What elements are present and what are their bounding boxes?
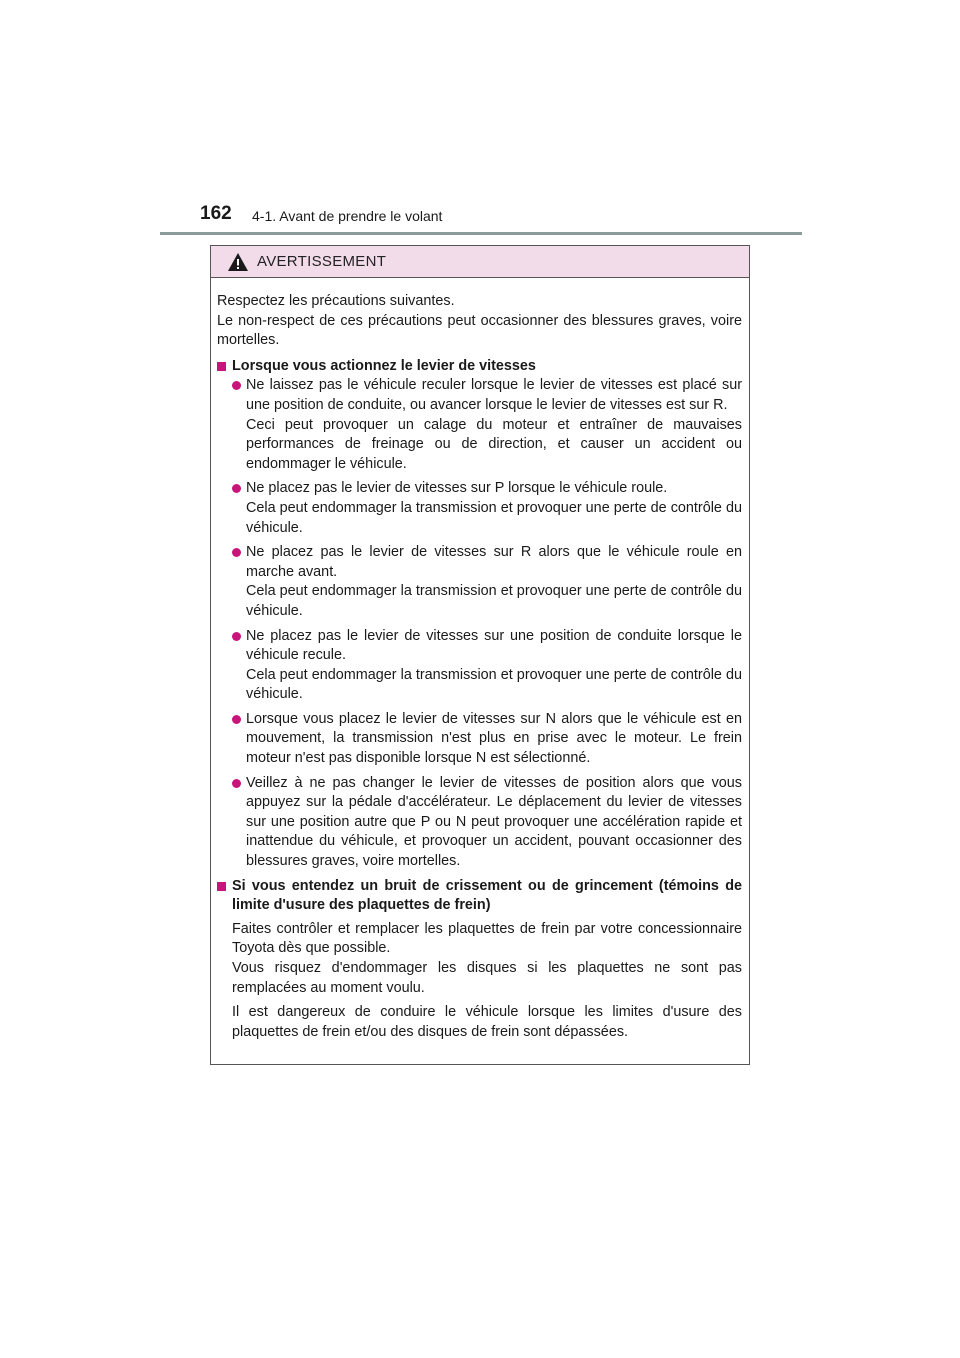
paragraph — [217, 1003, 742, 1042]
list-item-text: Lorsque vous placez le levier de vitesses sur N alors que le véhicule est en mouvement, la transmission n'est plus en prise avec le moteur. Le frein moteur n'est pas disponible lorsque N est sélectionné. — [246, 710, 742, 767]
list-item-text: Cela peut endommager la transmission et provoquer une perte de contrôle du véhicule. — [246, 499, 742, 536]
warning-header — [211, 246, 749, 278]
square-bullet-icon — [217, 882, 226, 891]
list-item — [217, 774, 742, 872]
header-divider — [160, 232, 802, 235]
section-heading-text: Si vous entendez un bruit de crissement ou de grincement (témoins de limite d'usure des plaquettes de frein) — [232, 877, 742, 914]
list-item — [217, 543, 742, 621]
round-bullet-icon — [232, 632, 241, 641]
list-item — [217, 710, 742, 769]
page-number: 162 — [200, 203, 232, 224]
list-item-text: Ne laissez pas le véhicule reculer lorsque le levier de vitesses est placé sur une position de conduite, ou avancer lorsque le levier de vitesses est sur R. — [246, 377, 742, 413]
paragraph-text: Il est dangereux de conduire le véhicule lorsque les limites d'usure des plaquettes de frein et/ou des disques de frein sont dépassées. — [232, 1004, 742, 1040]
list-item-text: Veillez à ne pas changer le levier de vitesses de position alors que vous appuyez sur la pédale d'accélérateur. Le déplacement du levier de vitesses sur une position autre que P ou N peut provoquer une accélération rapide et inattendue du véhicule, et provoquer un accident, pouvant occasionner des blessures graves, voire mortelles. — [246, 774, 742, 870]
intro-text: Respectez les précautions suivantes. — [217, 293, 455, 309]
paragraph-text: Vous risquez d'endommager les disques si les plaquettes ne sont pas remplacées au moment voulu. — [232, 960, 742, 996]
list-item — [217, 376, 742, 474]
list-item-text: Ne placez pas le levier de vitesses sur une position de conduite lorsque le véhicule recule. — [246, 627, 742, 664]
round-bullet-icon — [232, 484, 241, 493]
intro-text: Le non-respect de ces précautions peut occasionner des blessures graves, voire mortelles. — [217, 312, 742, 349]
section-heading — [217, 877, 742, 916]
paragraph — [217, 920, 742, 998]
list-item — [217, 479, 742, 538]
warning-body — [211, 278, 749, 1042]
list-item-text: Ne placez pas le levier de vitesses sur P lorsque le véhicule roule. — [246, 480, 668, 497]
list-item-text: Cela peut endommager la transmission et provoquer une perte de contrôle du véhicule. — [246, 666, 742, 703]
list-item — [217, 627, 742, 705]
paragraph-text: Faites contrôler et remplacer les plaquettes de frein par votre concessionnaire Toyota dès que possible. — [232, 920, 742, 957]
round-bullet-icon — [232, 779, 241, 788]
round-bullet-icon — [232, 381, 241, 390]
warning-box — [210, 245, 750, 1065]
round-bullet-icon — [232, 715, 241, 724]
warning-title: AVERTISSEMENT — [257, 253, 387, 270]
round-bullet-icon — [232, 548, 241, 557]
section-heading — [217, 357, 742, 377]
warning-triangle-icon — [227, 252, 249, 272]
square-bullet-icon — [217, 362, 226, 371]
list-item-text: Ne placez pas le levier de vitesses sur R alors que le véhicule roule en marche avant. — [246, 544, 742, 580]
section-heading-text: Lorsque vous actionnez le levier de vitesses — [232, 357, 536, 374]
section-title: 4-1. Avant de prendre le volant — [252, 208, 443, 224]
list-item-text: Cela peut endommager la transmission et provoquer une perte de contrôle du véhicule. — [246, 583, 742, 619]
list-item-text: Ceci peut provoquer un calage du moteur et entraîner de mauvaises performances de freinage ou de direction, et causer un accident ou endommager le véhicule. — [246, 416, 742, 472]
